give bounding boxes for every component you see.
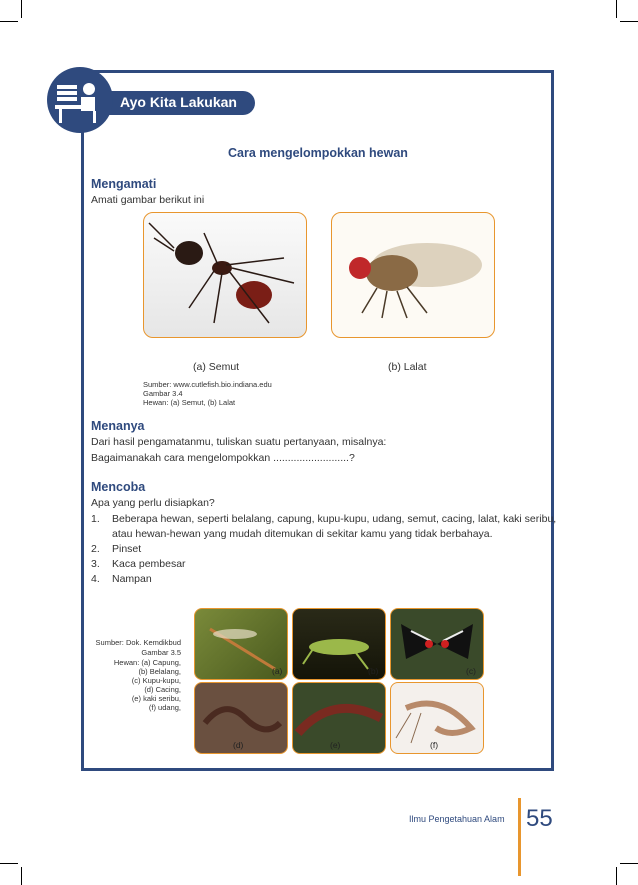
mencoba-intro: Apa yang perlu disiapkan?: [91, 497, 215, 509]
label-a: (a): [272, 666, 283, 676]
list-number: 1.: [91, 513, 100, 525]
crop-mark: [0, 21, 18, 22]
label-b: (b): [368, 666, 379, 676]
crop-mark: [620, 21, 638, 22]
ant-image: [143, 212, 307, 338]
figure2-caption-line: (d) Cacing,: [144, 685, 181, 694]
fly-drawing: [332, 213, 494, 337]
figure2-caption-line: (f) udang,: [148, 703, 181, 712]
crop-mark: [616, 0, 617, 18]
figure1-source: Sumber: www.cutlefish.bio.indiana.edu: [143, 380, 272, 389]
crop-mark: [0, 863, 18, 864]
crop-mark: [21, 0, 22, 18]
heading-mencoba: Mencoba: [91, 480, 146, 494]
label-ant: (a) Semut: [193, 361, 240, 373]
heading-mengamati: Mengamati: [91, 177, 157, 191]
page-number: 55: [526, 805, 553, 832]
ant-drawing: [144, 213, 306, 337]
figure2-caption-line: (e) kaki seribu,: [131, 694, 181, 703]
heading-menanya: Menanya: [91, 419, 145, 433]
label-d: (d): [233, 740, 244, 750]
figure2-caption-line: Gambar 3.5: [141, 648, 181, 657]
menanya-line1: Dari hasil pengamatanmu, tuliskan suatu pertanyaan, misalnya:: [91, 436, 387, 448]
list-item-text: Nampan: [112, 573, 152, 585]
menanya-line2: Bagaimanakah cara mengelompokkan ..........................?: [91, 452, 355, 464]
list-item-text: Kaca pembesar: [112, 558, 186, 570]
crop-mark: [620, 863, 638, 864]
figure2-caption-line: Hewan: (a) Capung,: [113, 658, 181, 667]
list-item-text: atau hewan-hewan yang mudah ditemukan di sekitar kamu yang tidak berbahaya.: [112, 528, 493, 540]
mengamati-text: Amati gambar berikut ini: [91, 194, 205, 206]
student-at-desk-icon: [47, 67, 113, 133]
fly-image: [331, 212, 495, 338]
list-number: 3.: [91, 558, 100, 570]
figure1-caption: Hewan: (a) Semut, (b) Lalat: [143, 398, 236, 407]
figure2-caption-line: (b) Belalang,: [138, 667, 181, 676]
label-c: (c): [466, 666, 476, 676]
activity-badge-circle: [47, 67, 113, 133]
list-number: 4.: [91, 573, 100, 585]
figure2-caption-line: (c) Kupu-kupu,: [131, 676, 181, 685]
activity-badge-label: Ayo Kita Lakukan: [120, 94, 237, 110]
crop-mark: [21, 867, 22, 885]
list-number: 2.: [91, 543, 100, 555]
section-title: Cara mengelompokkan hewan: [228, 146, 408, 160]
crop-mark: [616, 867, 617, 885]
list-item-text: Pinset: [112, 543, 142, 555]
footer-divider: [518, 798, 521, 876]
figure1-number: Gambar 3.4: [143, 389, 183, 398]
list-item-text: Beberapa hewan, seperti belalang, capung, kupu-kupu, udang, semut, cacing, lalat, kaki seribu,: [112, 513, 557, 525]
label-fly: (b) Lalat: [388, 361, 427, 373]
figure2-caption-line: Sumber: Dok. Kemdikbud: [95, 638, 181, 647]
footer-subject: Ilmu Pengetahuan Alam: [409, 814, 505, 824]
label-f: (f): [430, 740, 439, 750]
label-e: (e): [330, 740, 341, 750]
